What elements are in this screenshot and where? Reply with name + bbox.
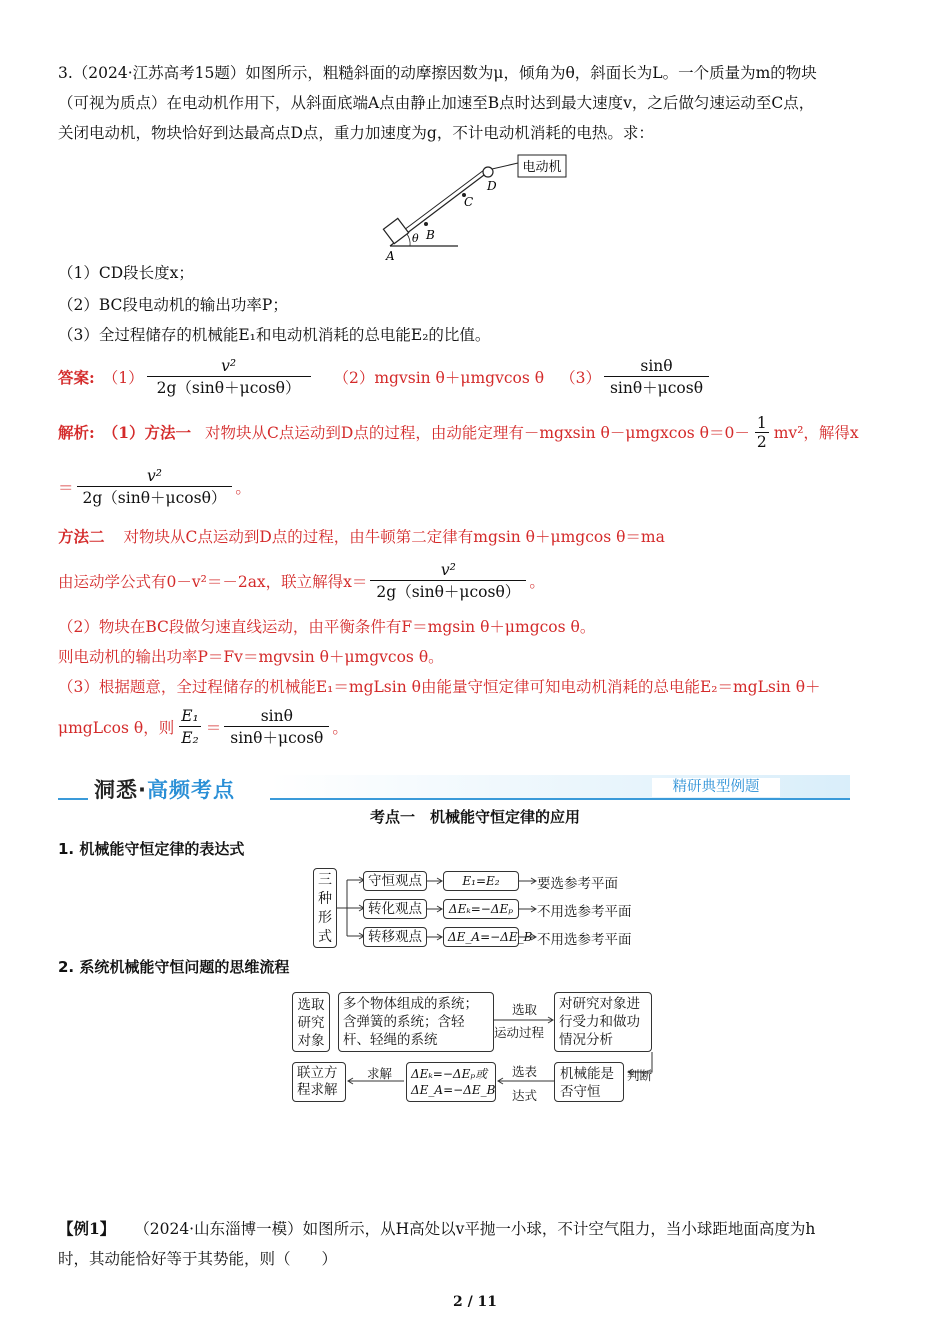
note-transformation: 不用选参考平面 <box>537 904 632 920</box>
analysis-line-3: 方法二 对物块从C点运动到D点的过程，由牛顿第二定律有mgsin θ＋μmgcos θ＝ma <box>58 527 665 546</box>
thinking-flow-diagram: 选取研究对象 多个物体组成的系统；含弹簧的系统；含轻杆、轻绳的系统 选取 运动过程 对研究对象进行受力和做功情况分析 判断 机械能是否守恒 选表 达式 ΔEₖ=−ΔEₚ或 ΔE_A=−ΔE_B 求解 联立方程求解 <box>290 990 670 1108</box>
formula-conservation: E₁=E₂ <box>443 871 519 891</box>
analysis-line-6: 则电动机的输出功率P＝Fv＝mgvsin θ＋μmgvcos θ。 <box>58 648 444 666</box>
block <box>383 218 408 243</box>
analysis-box: 对研究对象进行受力和做功情况分析 <box>554 992 652 1052</box>
analysis-line-8: μmgLcos θ，则 $\frac{\text{E₁}}{\text{E₂}}$ ＝ $\frac{\sin\theta}{\sin\theta+\mu\cos\theta}$ 。 <box>58 707 348 747</box>
point-a: A <box>386 249 395 263</box>
example-tag: 【例1】 <box>58 1219 116 1238</box>
point-b: B <box>426 228 435 242</box>
conservation-forms-diagram <box>313 866 653 950</box>
solve-box: 联立方程求解 <box>292 1062 346 1102</box>
note-conservation: 要选参考平面 <box>537 876 618 892</box>
motor-label: 电动机 <box>522 160 562 175</box>
formula-transformation: ΔEₖ=−ΔEₚ <box>443 899 519 919</box>
question-2: （2）BC段电动机的输出功率P； <box>58 296 288 314</box>
heading-1: 1. 机械能守恒定律的表达式 <box>58 840 245 858</box>
analysis-line-5: （2）物块在BC段做匀速直线运动，由平衡条件有F＝mgsin θ＋μmgcos θ。 <box>58 618 596 636</box>
forms-root-box: 三种形式 <box>313 868 337 948</box>
section-title: 考点一 机械能守恒定律的应用 <box>369 808 580 826</box>
example-line-1: 【例1】 （2024·山东淄博一模）如图所示，从H高处以v平抛一小球，不计空气阻力，当小球距地面高度为h <box>58 1219 816 1238</box>
question-3: （3）全过程储存的机械能E₁和电动机消耗的总电能E₂的比值。 <box>58 326 491 344</box>
note-transfer: 不用选参考平面 <box>537 932 632 948</box>
section-banner <box>58 773 850 801</box>
view-conservation: 守恒观点 <box>363 871 427 891</box>
page-number: 2 / 11 <box>452 1294 498 1310</box>
answer-line: 答案: （1） $\frac{\text{v²}}{2g(\sin\theta+\mu\cos\theta)}$ （2）mgvsin θ＋μmgvcos θ （3） $\frac{\sin\theta}{\sin\theta+\mu\cos\theta}$ <box>58 356 712 399</box>
analysis-label: 解析: <box>58 422 95 442</box>
view-transformation: 转化观点 <box>363 899 427 919</box>
answer-fraction-1: $\frac{\text{v²}}{2g(\sin\theta+\mu\cos\theta)}$ <box>147 356 311 399</box>
point-d: D <box>487 179 497 193</box>
analysis-line-1: 解析: （1）方法一 对物块从C点运动到D点的过程，由动能定理有－mgxsin θ－μmgxcos θ＝0－ $\frac{1}{2}$ mv²，解得x <box>58 414 859 451</box>
answer-label: 答案: <box>58 367 95 387</box>
theta-label: θ <box>412 232 419 245</box>
analysis-line-4: 由运动学公式有0－v²＝－2ax，联立解得x＝ $\frac{\text{v²}}{2g(\sin\theta+\mu\cos\theta)}$ 。 <box>58 561 545 601</box>
problem-line-2: （可视为质点）在电动机作用下，从斜面底端A点由静止加速至B点时达到最大速度v，之后做匀速运动至C点， <box>58 94 815 112</box>
answer-fraction-3: $\frac{\sin\theta}{\sin\theta+\mu\cos\theta}$ <box>604 356 709 399</box>
problem-line-3: 关闭电动机，物块恰好到达最高点D点，重力加速度为g，不计电动机消耗的电热。求： <box>58 124 654 142</box>
analysis-line-7: （3）根据题意，全过程储存的机械能E₁＝mgLsin θ由能量守恒定律可知电动机消耗的总电能E₂＝mgLsin θ＋ <box>58 678 821 696</box>
expression-box: ΔEₖ=−ΔEₚ或 ΔE_A=−ΔE_B <box>406 1062 496 1102</box>
formula-transfer: ΔE_A=−ΔE_B <box>443 927 519 947</box>
problem-line-1: 3.（2024·江苏高考15题）如图所示，粗糙斜面的动摩擦因数为μ，倾角为θ，斜面长为L。一个质量为m的物块 <box>58 64 817 82</box>
analysis-line-2: ＝ $\frac{\text{v²}}{2g(\sin\theta+\mu\cos\theta)}$ 。 <box>58 467 251 507</box>
view-transfer: 转移观点 <box>363 927 427 947</box>
banner-right: 精研典型例题 <box>672 779 760 795</box>
pulley <box>483 167 493 177</box>
system-types-box: 多个物体组成的系统；含弹簧的系统；含轻杆、轻绳的系统 <box>338 992 494 1052</box>
heading-2: 2. 系统机械能守恒问题的思维流程 <box>58 958 290 976</box>
select-object-box: 选取研究对象 <box>292 992 330 1052</box>
question-1: （1）CD段长度x； <box>58 264 194 282</box>
incline-figure <box>370 150 580 265</box>
conservation-check-box: 机械能是否守恒 <box>554 1062 624 1102</box>
example-line-2: 时，其动能恰好等于其势能，则（ ） <box>58 1250 338 1268</box>
banner-title: 洞悉·高频考点 <box>94 778 235 802</box>
point-c: C <box>464 195 474 209</box>
